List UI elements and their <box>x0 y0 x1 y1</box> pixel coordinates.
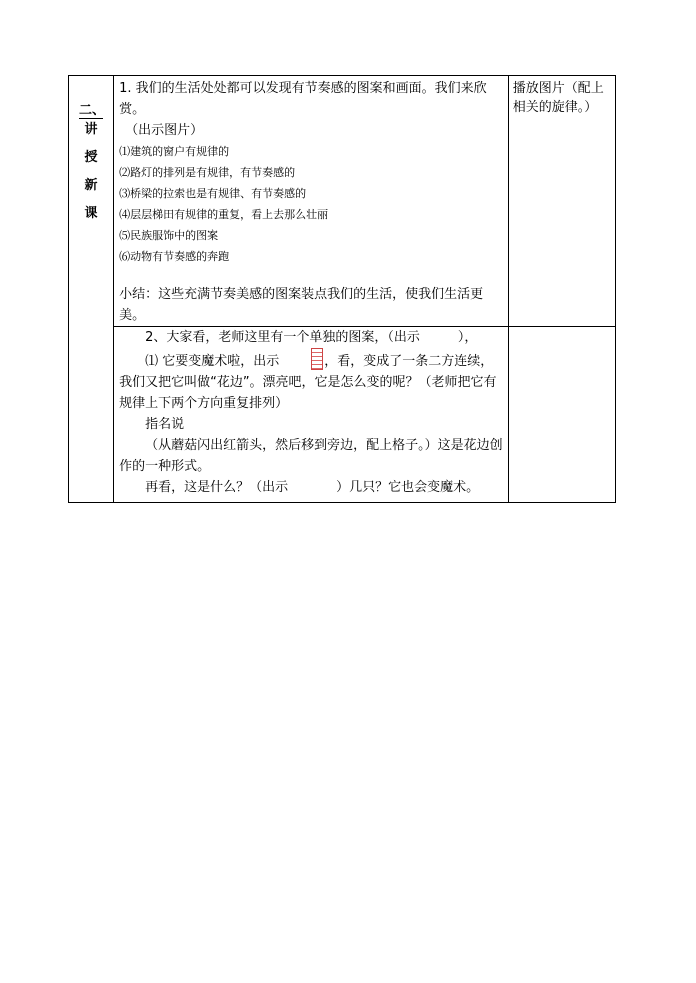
list-item: ⑵路灯的排列是有规律，有节奏感的 <box>119 166 296 179</box>
paragraph-line: ⑴ 它要变魔术啦，出示 ，看，变成了一条二方连续， <box>119 348 504 372</box>
paragraph-line: 2、大家看，老师这里有一个单独的图案，（出示 ）， <box>145 330 478 345</box>
summary-text: 小结：这些充满节奏美感的图案装点我们的生活，使我们生活更美。 <box>119 287 484 323</box>
table-row <box>69 76 616 327</box>
section-char: 讲 <box>84 122 98 137</box>
intro-text: 1. 我们的生活处处都可以发现有节奏感的图案和画面。我们来欣赏。 <box>119 81 487 117</box>
paragraph-line: 我们又把它叫做“花边”。漂亮吧，它是怎么变的呢？（老师把它有规律上下两个方向重复排列） <box>119 375 497 411</box>
note-cell <box>508 76 615 327</box>
paragraph-line: （从蘑菇闪出红箭头，然后移到旁边，配上格子。）这是花边创作的一种形式。 <box>119 438 503 474</box>
list-item: ⑸民族服饰中的图案 <box>119 229 219 242</box>
note-cell <box>508 327 615 503</box>
note-text: 播放图片（配上相关的旋律。） <box>512 81 604 115</box>
section-char: 课 <box>84 206 98 221</box>
table-row <box>69 327 616 503</box>
lesson-plan-table <box>68 75 616 503</box>
paragraph-line: 指名说 <box>145 417 185 432</box>
section-label-cell <box>69 76 114 503</box>
section-char: 新 <box>84 178 98 193</box>
show-pictures-text: （出示图片） <box>125 123 204 138</box>
pattern-icon <box>311 348 323 370</box>
paragraph-line: 再看，这是什么？（出示 ）几只？它也会变魔术。 <box>145 480 480 495</box>
content-cell <box>114 327 509 503</box>
section-number: 二、 <box>79 103 106 118</box>
list-item: ⑶桥梁的拉索也是有规律、有节奏感的 <box>119 187 307 200</box>
list-item: ⑷层层梯田有规律的重复，看上去那么壮丽 <box>119 208 329 221</box>
list-item: ⑴建筑的窗户有规律的 <box>119 145 230 158</box>
list-item: ⑹动物有节奏感的奔跑 <box>119 250 230 263</box>
content-cell <box>114 76 509 327</box>
section-char: 授 <box>84 150 98 165</box>
